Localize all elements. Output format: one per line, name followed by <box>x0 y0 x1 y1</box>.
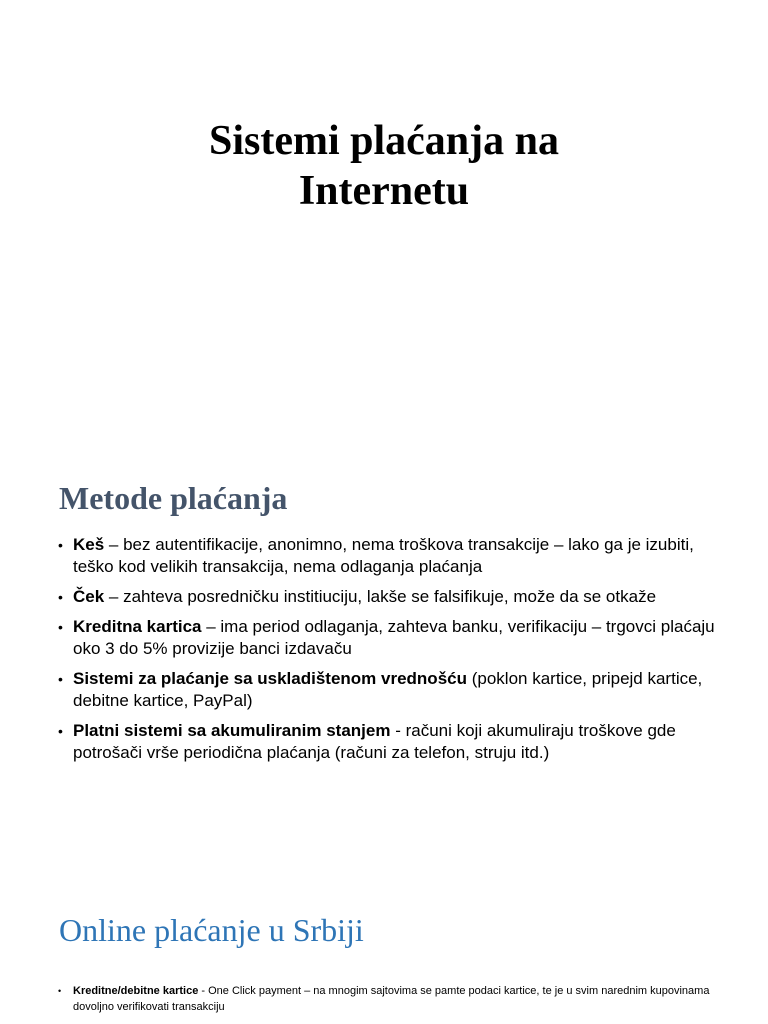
title-line-2: Internetu <box>298 168 470 214</box>
item-term: Kreditne/debitne kartice <box>73 985 199 997</box>
online-payment-slide <box>0 880 768 1024</box>
item-text: (poklon kartice, pripejd kartice, debitne kartice, PayPal) <box>73 669 703 710</box>
payment-methods-slide <box>0 432 768 880</box>
item-text: - računi koji akumuliraju troškove gde potrošači vrše periodična plaćanja (računi za telefon, struju itd.) <box>73 721 676 762</box>
list-item <box>58 983 718 1015</box>
bullet-icon: • <box>58 589 63 605</box>
bullet-icon: • <box>58 986 62 996</box>
slide-heading: Online plaćanje u Srbiji <box>59 912 364 948</box>
bullet-icon: • <box>58 537 63 553</box>
title-line-1: Sistemi plaćanja na <box>208 118 560 164</box>
list-item <box>58 586 718 608</box>
bullet-icon: • <box>58 671 63 687</box>
bullet-icon: • <box>58 619 63 635</box>
bullet-icon: • <box>58 723 63 739</box>
methods-list <box>58 534 718 772</box>
list-item <box>58 720 718 764</box>
item-term: Kreditna kartica <box>73 617 202 636</box>
list-item <box>58 668 718 712</box>
item-text: – ima period odlaganja, zahteva banku, verifikaciju – trgovci plaćaju oko 3 do 5% provizije banci izdavaču <box>73 617 715 658</box>
item-term: Keš <box>73 535 105 554</box>
item-term: Ček <box>73 587 105 606</box>
presentation-title <box>0 116 768 216</box>
list-item <box>58 534 718 578</box>
item-text: – bez autentifikacije, anonimno, nema troškova transakcije – lako ga je izubiti, teško kod velikih transakcija, nema odlaganja plaćanja <box>73 535 694 576</box>
item-text: – zahteva posredničku institiuciju, lakše se falsifikuje, može da se otkaže <box>104 587 657 606</box>
slide-heading: Metode plaćanja <box>59 480 288 516</box>
online-list <box>58 983 718 1015</box>
list-item <box>58 616 718 660</box>
item-term: Sistemi za plaćanje sa uskladištenom vrednošću <box>73 669 467 688</box>
item-term: Platni sistemi sa akumuliranim stanjem <box>73 721 391 740</box>
item-text: - One Click payment – na mnogim sajtovima se pamte podaci kartice, te je u svim narednim kupovinama dovoljno verifikovati transakciju <box>73 985 710 1013</box>
title-slide <box>0 0 768 432</box>
